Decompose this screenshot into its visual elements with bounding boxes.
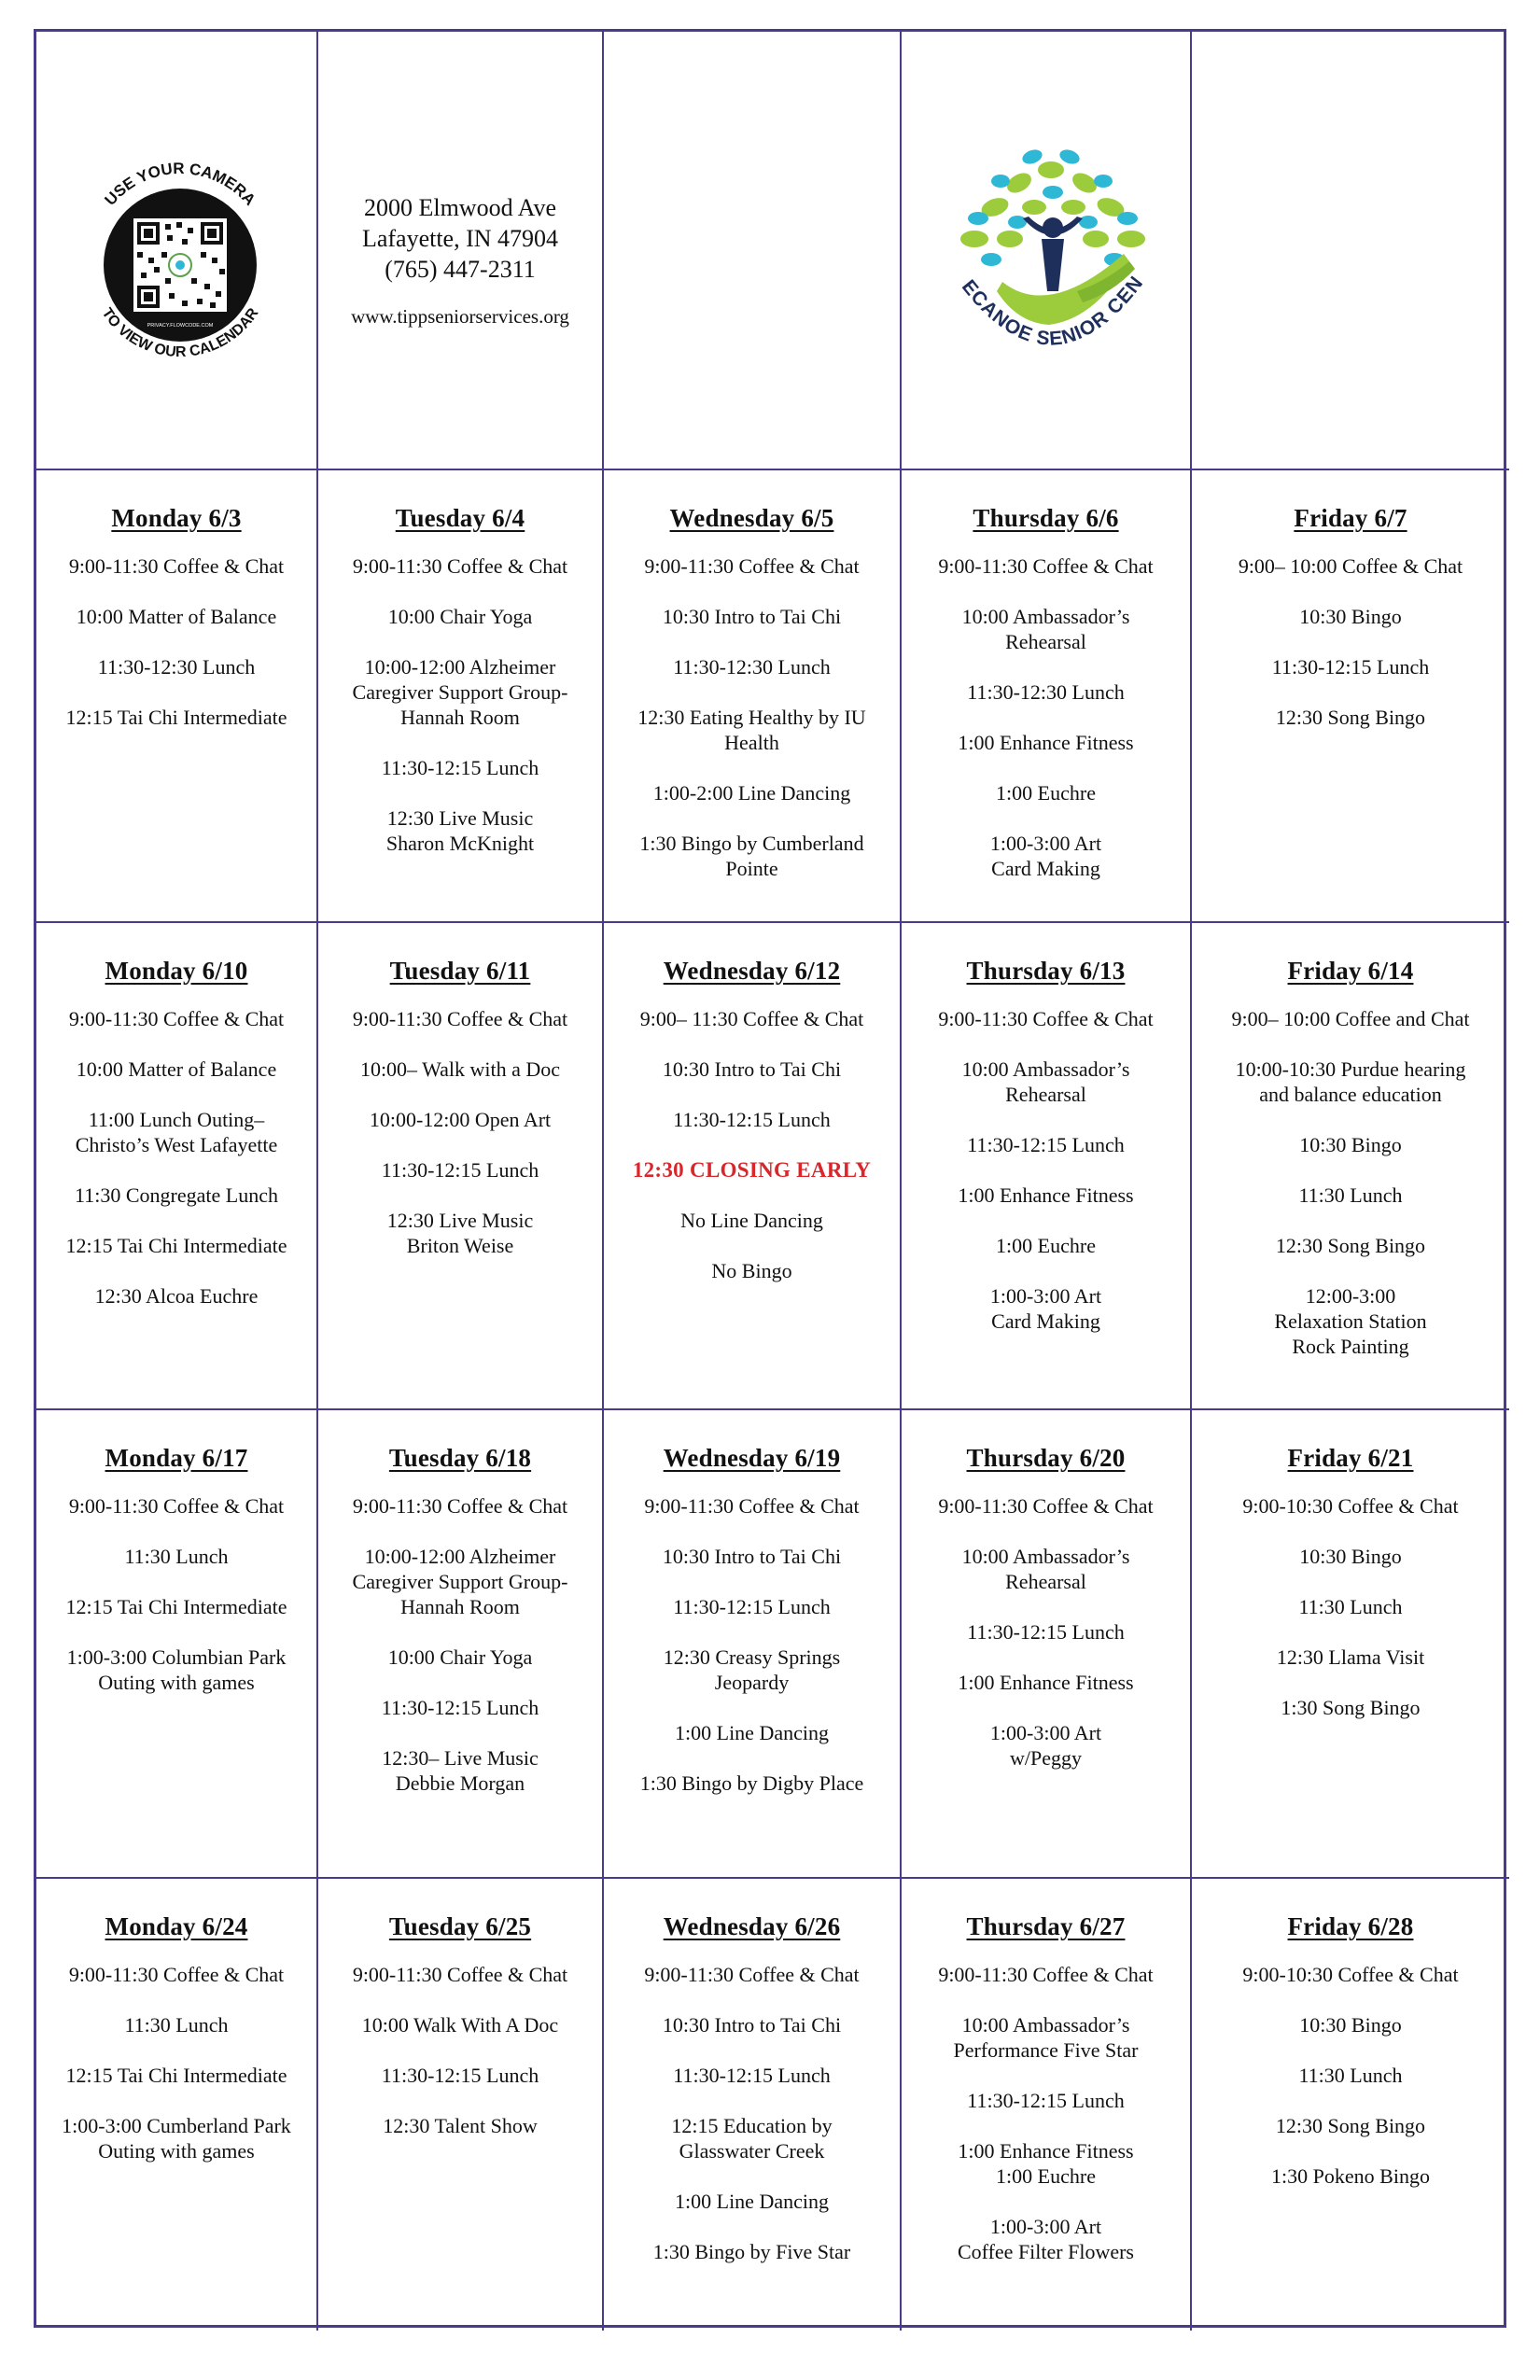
event-item: 11:30-12:30 Lunch <box>673 655 831 679</box>
day-title: Wednesday 6/19 <box>663 1444 841 1472</box>
event-item: 10:30 Bingo <box>1299 2013 1402 2037</box>
day-cell <box>902 1410 1192 1879</box>
event-item: 1:30 Pokeno Bingo <box>1271 2164 1430 2188</box>
event-list <box>902 1962 1190 2264</box>
day-cell <box>36 1410 318 1879</box>
event-item: 9:00-11:30 Coffee & Chat <box>68 554 285 578</box>
day-title: Monday 6/3 <box>111 504 242 532</box>
event-item: 9:00-11:30 Coffee & Chat <box>68 1963 285 1986</box>
event-item: 11:30-12:30 Lunch <box>967 680 1125 704</box>
event-item: 12:30 Live Music Briton Weise <box>386 1209 534 1257</box>
event-item: 11:30-12:15 Lunch <box>673 2064 831 2087</box>
event-item: 10:00 Ambassador’s Rehearsal <box>961 1545 1130 1593</box>
event-item: 11:30 Lunch <box>1298 1183 1403 1207</box>
event-item: 10:30 Bingo <box>1299 1545 1402 1568</box>
event-item: 11:00 Lunch Outing– Christo’s West Lafayette <box>75 1108 278 1156</box>
event-list <box>36 1006 316 1309</box>
event-item: 12:30 Llama Visit <box>1276 1645 1425 1669</box>
event-item: 9:00– 10:00 Coffee & Chat <box>1238 554 1463 578</box>
event-item: 10:30 Intro to Tai Chi <box>662 1545 842 1568</box>
day-title: Thursday 6/20 <box>966 1444 1126 1472</box>
event-item: 1:00-3:00 Art Coffee Filter Flowers <box>957 2215 1134 2263</box>
event-item: 1:00 Euchre <box>996 781 1096 805</box>
day-cell <box>318 470 604 923</box>
event-list <box>36 553 316 730</box>
event-item: 10:30 Bingo <box>1299 1133 1402 1156</box>
event-item: 1:00-3:00 Cumberland Park Outing with games <box>62 2114 291 2163</box>
event-list <box>1192 1493 1509 1720</box>
closing-early-notice: 12:30 CLOSING EARLY <box>632 1158 872 1182</box>
day-title: Wednesday 6/26 <box>663 1912 841 1940</box>
event-list <box>318 1962 602 2138</box>
event-list <box>318 1006 602 1258</box>
event-list <box>604 553 900 881</box>
event-item: 10:00-12:00 Alzheimer Caregiver Support Group- Hannah Room <box>352 655 568 729</box>
event-item: 9:00-11:30 Coffee & Chat <box>938 1963 1154 1986</box>
event-item: No Bingo <box>711 1259 792 1282</box>
day-cell <box>902 1879 1192 2331</box>
qr-code-icon <box>79 142 281 375</box>
event-item: 11:30 Lunch <box>124 1545 229 1568</box>
day-cell <box>604 1410 902 1879</box>
event-list <box>318 553 602 856</box>
day-cell <box>1192 1879 1509 2331</box>
event-list <box>604 1962 900 2264</box>
event-item: 1:00-3:00 Columbian Park Outing with games <box>66 1645 287 1694</box>
event-item: 1:30 Bingo by Five Star <box>652 2240 851 2263</box>
event-item: 10:00-12:00 Alzheimer Caregiver Support Group- Hannah Room <box>352 1545 568 1618</box>
tree-hand-logo-icon <box>937 142 1166 403</box>
event-list <box>36 1493 316 1695</box>
day-title: Tuesday 6/18 <box>388 1444 532 1472</box>
day-cell <box>604 470 902 923</box>
day-title: Friday 6/21 <box>1287 1444 1414 1472</box>
event-item: 11:30-12:15 Lunch <box>381 1696 539 1719</box>
day-title: Thursday 6/27 <box>966 1912 1126 1940</box>
event-item: 10:00 Ambassador’s Performance Five Star <box>953 2013 1139 2062</box>
event-item: 1:00 Line Dancing <box>675 1721 829 1744</box>
event-item: 1:00 Enhance Fitness <box>958 1671 1134 1694</box>
event-item: 1:30 Bingo by Digby Place <box>639 1771 864 1795</box>
event-item: 11:30-12:15 Lunch <box>673 1108 831 1131</box>
day-cell <box>318 923 604 1410</box>
event-item: 12:15 Tai Chi Intermediate <box>65 1234 287 1257</box>
event-item: 1:00 Enhance Fitness 1:00 Euchre <box>958 2139 1134 2188</box>
event-item: 10:00 Walk With A Doc <box>361 2013 559 2037</box>
address-street: 2000 Elmwood Ave <box>363 194 557 221</box>
event-list <box>902 1006 1190 1334</box>
event-list <box>1192 1006 1509 1359</box>
event-item: 11:30-12:15 Lunch <box>967 1133 1125 1156</box>
event-item: 12:30 Song Bingo <box>1275 1234 1426 1257</box>
event-item: 1:00-3:00 Art Card Making <box>989 832 1102 880</box>
event-item: 12:30 Live Music Sharon McKnight <box>385 806 535 855</box>
day-title: Tuesday 6/25 <box>388 1912 532 1940</box>
event-item: 10:00 Ambassador’s Rehearsal <box>961 1057 1130 1106</box>
blank-header-cell <box>1192 32 1509 470</box>
address-block <box>318 32 602 332</box>
address-cell <box>318 32 604 470</box>
event-item: 9:00-11:30 Coffee & Chat <box>938 1007 1154 1030</box>
day-title: Wednesday 6/12 <box>663 957 841 985</box>
event-item: 12:30 Eating Healthy by IU Health <box>637 706 866 754</box>
event-item: 10:00 Ambassador’s Rehearsal <box>961 605 1130 653</box>
event-item: 10:00-10:30 Purdue hearing and balance education <box>1235 1057 1466 1106</box>
day-title: Tuesday 6/4 <box>395 504 525 532</box>
qr-bottom-text: TO VIEW OUR CALENDAR <box>98 305 262 361</box>
event-item: 9:00– 11:30 Coffee & Chat <box>639 1007 864 1030</box>
day-title: Friday 6/7 <box>1294 504 1407 532</box>
day-title: Wednesday 6/5 <box>669 504 834 532</box>
day-cell <box>1192 923 1509 1410</box>
event-item: 1:00 Enhance Fitness <box>958 731 1134 754</box>
event-item: 11:30-12:15 Lunch <box>673 1595 831 1618</box>
event-item: 9:00-11:30 Coffee & Chat <box>644 1494 860 1518</box>
event-item: 9:00-10:30 Coffee & Chat <box>1242 1963 1459 1986</box>
event-item: 11:30 Lunch <box>1298 2064 1403 2087</box>
event-item: 11:30-12:30 Lunch <box>97 655 256 679</box>
event-item: 1:00 Line Dancing <box>675 2190 829 2213</box>
calendar-grid <box>34 29 1506 2328</box>
event-item: 11:30-12:15 Lunch <box>381 756 539 779</box>
event-item: 12:15 Tai Chi Intermediate <box>65 1595 287 1618</box>
event-item: 9:00-11:30 Coffee & Chat <box>644 1963 860 1986</box>
event-item: 12:30 Creasy Springs Jeopardy <box>663 1645 841 1694</box>
event-item: 11:30 Lunch <box>1298 1595 1403 1618</box>
day-title: Monday 6/17 <box>105 1444 248 1472</box>
event-item: 1:00 Enhance Fitness <box>958 1183 1134 1207</box>
event-item: No Line Dancing <box>680 1209 823 1232</box>
event-item: 10:00 Chair Yoga <box>387 605 533 628</box>
event-item: 10:00-12:00 Open Art <box>369 1108 552 1131</box>
day-title: Thursday 6/6 <box>973 504 1119 532</box>
event-item: 12:00-3:00 Relaxation Station Rock Painting <box>1274 1284 1427 1358</box>
day-cell <box>318 1410 604 1879</box>
day-title: Friday 6/28 <box>1287 1912 1414 1940</box>
event-item: 12:30 Song Bingo <box>1275 2114 1426 2137</box>
day-cell <box>1192 1410 1509 1879</box>
day-cell <box>36 470 318 923</box>
event-item: 10:30 Bingo <box>1299 605 1402 628</box>
address-phone: (765) 447-2311 <box>385 256 536 283</box>
day-title: Thursday 6/13 <box>966 957 1126 985</box>
event-item: 11:30-12:15 Lunch <box>967 1620 1125 1644</box>
day-title: Tuesday 6/11 <box>389 957 531 985</box>
event-item: 9:00-11:30 Coffee & Chat <box>644 554 860 578</box>
day-cell <box>36 1879 318 2331</box>
event-item: 9:00-11:30 Coffee & Chat <box>352 554 568 578</box>
event-item: 12:15 Education by Glasswater Creek <box>671 2114 833 2163</box>
event-item: 9:00-11:30 Coffee & Chat <box>352 1963 568 1986</box>
event-item: 12:30– Live Music Debbie Morgan <box>382 1746 539 1795</box>
day-cell <box>902 470 1192 923</box>
event-item: 9:00-11:30 Coffee & Chat <box>68 1007 285 1030</box>
event-item: 9:00-11:30 Coffee & Chat <box>938 1494 1154 1518</box>
event-item: 11:30 Lunch <box>124 2013 229 2037</box>
event-item: 10:00 Chair Yoga <box>387 1645 533 1669</box>
qr-top-text: USE YOUR CAMERA <box>101 159 259 209</box>
logo-cell <box>902 32 1192 470</box>
event-item: 1:30 Bingo by Cumberland Pointe <box>639 832 864 880</box>
event-item: 9:00-11:30 Coffee & Chat <box>68 1494 285 1518</box>
event-item: 12:30 Talent Show <box>383 2114 538 2137</box>
qr-code-cell <box>36 32 318 470</box>
event-item: 10:30 Intro to Tai Chi <box>662 2013 842 2037</box>
website-link[interactable]: www.tippseniorservices.org <box>351 305 569 328</box>
day-title: Friday 6/14 <box>1287 957 1414 985</box>
address-city: Lafayette, IN 47904 <box>361 225 559 252</box>
event-item: 12:30 Song Bingo <box>1275 706 1426 729</box>
logo-text: ECANOE SENIOR CEN <box>957 272 1148 350</box>
day-cell <box>604 1879 902 2331</box>
event-list <box>604 1493 900 1796</box>
event-item: 9:00-11:30 Coffee & Chat <box>352 1007 568 1030</box>
event-item: 11:30 Congregate Lunch <box>75 1183 278 1207</box>
event-item: 1:30 Song Bingo <box>1281 1696 1421 1719</box>
event-list <box>604 1006 900 1283</box>
day-title: Monday 6/24 <box>105 1912 248 1940</box>
event-item: 1:00-3:00 Art Card Making <box>989 1284 1102 1333</box>
event-item: 11:30-12:15 Lunch <box>1271 655 1430 679</box>
day-cell <box>1192 470 1509 923</box>
event-item: 1:00-3:00 Art w/Peggy <box>989 1721 1102 1770</box>
event-item: 10:00 Matter of Balance <box>76 1057 277 1081</box>
day-title: Monday 6/10 <box>105 957 248 985</box>
event-item: 10:00 Matter of Balance <box>76 605 277 628</box>
event-item: 1:00-2:00 Line Dancing <box>652 781 851 805</box>
event-list <box>1192 1962 1509 2189</box>
day-cell <box>36 923 318 1410</box>
qr-code-badge[interactable] <box>79 142 281 375</box>
day-cell <box>318 1879 604 2331</box>
event-item: 1:00 Euchre <box>996 1234 1096 1257</box>
event-item: 11:30-12:15 Lunch <box>967 2089 1125 2112</box>
day-cell <box>604 923 902 1410</box>
event-item: 12:15 Tai Chi Intermediate <box>65 2064 287 2087</box>
senior-center-logo <box>937 142 1166 403</box>
event-item: 10:30 Intro to Tai Chi <box>662 1057 842 1081</box>
event-item: 12:30 Alcoa Euchre <box>94 1284 259 1308</box>
event-list <box>902 553 1190 881</box>
event-item: 12:15 Tai Chi Intermediate <box>65 706 287 729</box>
event-item: 11:30-12:15 Lunch <box>381 2064 539 2087</box>
qr-small-text: PRIVACY.FLOWCODE.COM <box>147 323 214 329</box>
event-item: 10:30 Intro to Tai Chi <box>662 605 842 628</box>
event-item: 11:30-12:15 Lunch <box>381 1158 539 1182</box>
event-list <box>1192 553 1509 730</box>
day-cell <box>902 923 1192 1410</box>
event-list <box>318 1493 602 1796</box>
event-item: 10:00– Walk with a Doc <box>359 1057 561 1081</box>
event-item: 9:00-11:30 Coffee & Chat <box>938 554 1154 578</box>
event-item: 9:00-11:30 Coffee & Chat <box>352 1494 568 1518</box>
event-item: 9:00-10:30 Coffee & Chat <box>1242 1494 1459 1518</box>
blank-header-cell <box>604 32 902 470</box>
event-item: 9:00– 10:00 Coffee and Chat <box>1231 1007 1470 1030</box>
event-list <box>36 1962 316 2163</box>
event-list <box>902 1493 1190 1771</box>
